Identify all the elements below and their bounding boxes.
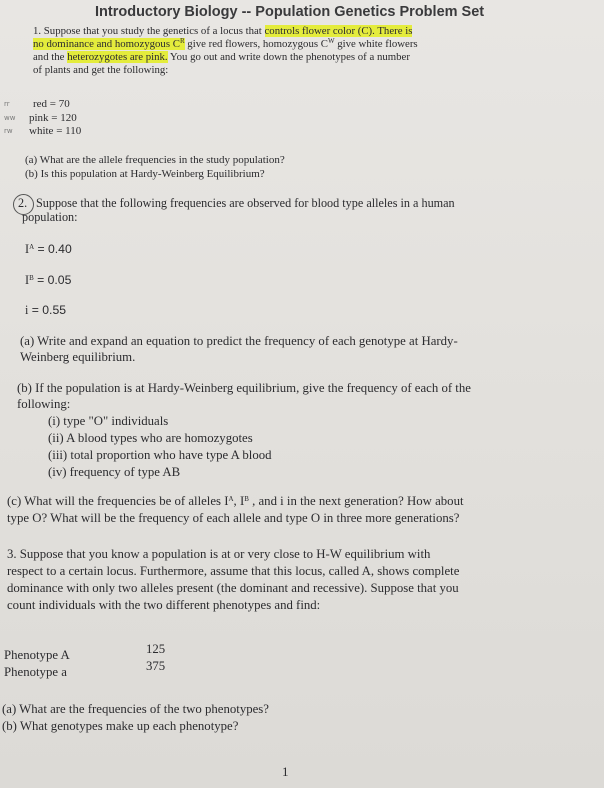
- q1-line-4: of plants and get the following:: [33, 64, 169, 76]
- q3-part-a: (a) What are the frequencies of the two phenotypes?: [2, 702, 269, 716]
- q1-part-a: (a) What are the allele frequencies in the study population?: [25, 154, 285, 166]
- q2-intro-1: Suppose that the following frequencies are observed for blood type alleles in a human: [36, 196, 455, 210]
- q3-phenotype-a-recessive-value: 375: [146, 659, 166, 673]
- allele-cw-sup: W: [327, 37, 335, 45]
- q1-line-3-highlight: heterozygotes are pink.: [67, 51, 168, 63]
- q2-b-item-iii: (iii) total proportion who have type A blood: [48, 448, 272, 462]
- q2-part-b-2: following:: [17, 397, 71, 411]
- q1-line-3: and the heterozygotes are pink. You go out and write down the phenotypes of a number: [33, 51, 410, 63]
- q2-intro-2: population:: [22, 210, 78, 224]
- handwritten-note-rw: rw: [4, 127, 13, 135]
- q3-phenotype-a-value: 125: [146, 642, 166, 656]
- q2-part-a-1: (a) Write and expand an equation to predict the frequency of each genotype at Hardy-: [20, 334, 458, 348]
- q2-part-c-1: (c) What will the frequencies be of alleles $I^A$, $I^B$ , and i in the next generation? How about: [7, 494, 464, 508]
- q2-part-b-1: (b) If the population is at Hardy-Weinberg equilibrium, give the frequency of each of the: [17, 381, 471, 395]
- q3-line-4: count individuals with the two different phenotypes and find:: [7, 598, 321, 612]
- q2-number: 2.: [18, 196, 28, 210]
- q1-data-pink: pink = 120: [29, 112, 77, 124]
- allele-cr-sup: R: [179, 37, 185, 45]
- page-title: Introductory Biology -- Population Genetics Problem Set: [95, 4, 485, 20]
- q3-line-1: 3. Suppose that you know a population is at or very close to H-W equilibrium with: [7, 547, 431, 561]
- q2-freq-i: i = 0.55: [25, 303, 67, 317]
- q1-line-2-highlight: no dominance and homozygous C: [33, 38, 180, 50]
- handwritten-note-ww: ww: [4, 114, 16, 122]
- q2-b-item-ii: (ii) A blood types who are homozygotes: [48, 431, 253, 445]
- q1-data-red: red = 70: [33, 98, 70, 110]
- q3-line-2: respect to a certain locus. Furthermore, assume that this locus, called A, shows complete: [7, 564, 460, 578]
- q2-part-c-2: type O? What will be the frequency of each allele and type O in three more generations?: [7, 511, 460, 525]
- q2-part-a-2: Weinberg equilibrium.: [20, 350, 136, 364]
- q2-b-item-i: (i) type "O" individuals: [48, 414, 169, 428]
- handwritten-note-rr: rr: [4, 100, 10, 108]
- q2-freq-ia: $I^A = 0.40$: [25, 242, 72, 256]
- q2-freq-ib: $I^B = 0.05$: [25, 273, 72, 287]
- q1-data-white: white = 110: [29, 125, 82, 137]
- q3-part-b: (b) What genotypes make up each phenotype?: [2, 719, 239, 733]
- q1-line-2-mid: give red flowers, homozygous C: [184, 38, 328, 50]
- q1-line-1-text: 1. Suppose that you study the genetics of a locus that: [33, 25, 265, 37]
- q1-line-2-end: give white flowers: [334, 38, 418, 50]
- page-number: 1: [282, 764, 289, 779]
- q2-b-item-iv: (iv) frequency of type AB: [48, 465, 181, 479]
- q3-phenotype-a-label: Phenotype A: [4, 648, 70, 662]
- q1-line-2: [33, 38, 418, 51]
- q3-line-3: dominance with only two alleles present (the dominant and recessive). Suppose that you: [7, 581, 459, 595]
- q1-line-1: [33, 25, 412, 38]
- q1-line-1-highlight: controls flower color (C). There is: [264, 25, 413, 37]
- q1-part-b: (b) Is this population at Hardy-Weinberg Equilibrium?: [25, 168, 265, 180]
- q3-phenotype-a-recessive-label: Phenotype a: [4, 665, 67, 679]
